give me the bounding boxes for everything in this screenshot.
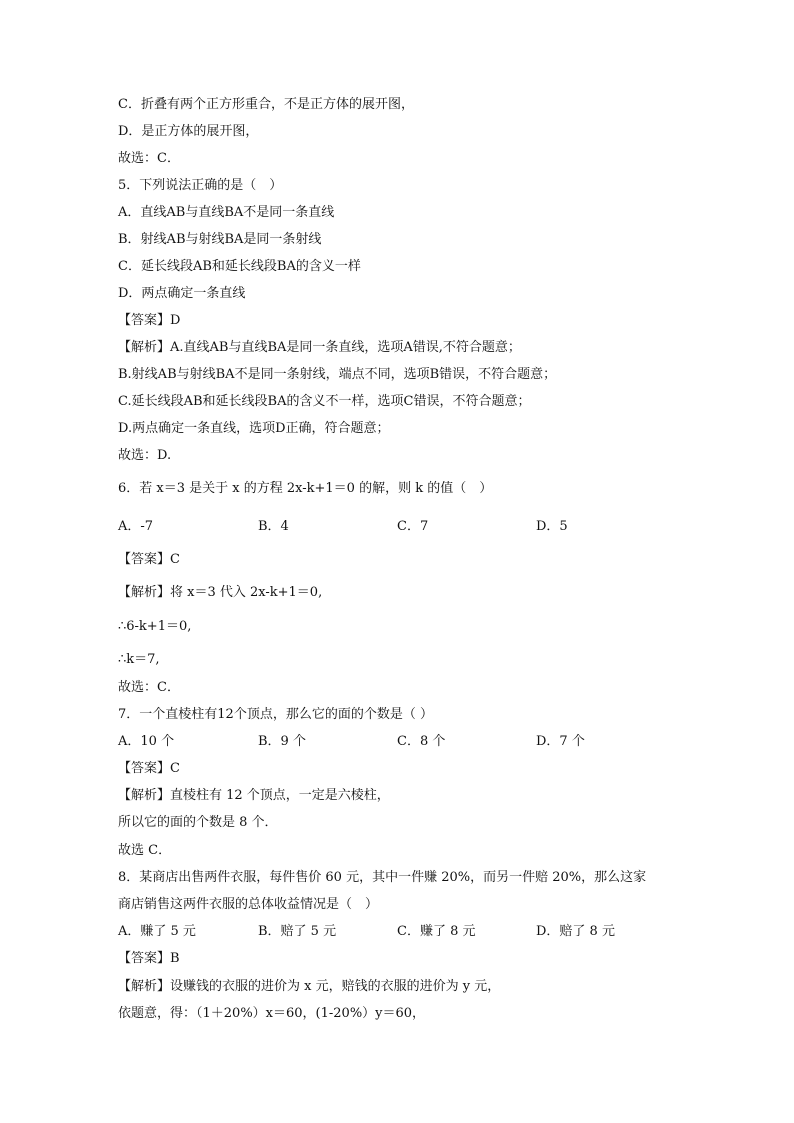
analysis-5-line: C.延长线段AB和延长线段BA的含义不一样，选项C错误，不符合题意； [118,394,531,409]
text-line: 故选 C． [118,843,172,858]
question-5-stem: 5．下列说法正确的是（ ） [118,178,283,193]
question-5-option-a: A．直线AB与直线BA不是同一条直线 [118,205,335,220]
analysis-5-line: D.两点确定一条直线，选项D正确，符合题意； [118,421,390,436]
question-7-option-b: B．9 个 [258,734,306,749]
analysis-6: 【解析】将 x＝3 代入 2x-k+1＝0, [118,585,323,600]
analysis-8: 【解析】设赚钱的衣服的进价为 x 元，赔钱的衣服的进价为 y 元， [118,979,501,994]
question-8-option-a: A．赚了 5 元 [118,924,196,939]
text-line: 故选：C． [118,151,180,166]
analysis-8-line: 依题意，得：（1＋20%）x＝60，(1-20%）y＝60， [118,1006,426,1021]
analysis-5-line: B.射线AB与射线BA不是同一条射线，端点不同，选项B错误，不符合题意； [118,367,557,382]
question-6-option-d: D．5 [536,519,568,534]
analysis-5: 【解析】A.直线AB与直线BA是同一条直线，选项A错误,不符合题意； [118,340,521,355]
question-8-stem-cont: 商店销售这两件衣服的总体收益情况是（ ） [118,897,379,912]
question-8-option-d: D．赔了 8 元 [536,924,615,939]
analysis-6-line: ∴6-k+1＝0, [118,619,192,634]
question-6-option-a: A．-7 [118,519,154,534]
question-8-option-b: B．赔了 5 元 [258,924,337,939]
text-line: C．折叠有两个正方形重合，不是正方体的展开图， [118,97,414,112]
question-7-option-c: C．8 个 [397,734,446,749]
question-6-option-b: B．4 [258,519,289,534]
question-5-option-d: D．两点确定一条直线 [118,286,246,301]
question-7-stem: 7．一个直棱柱有12个顶点，那么它的面的个数是（ ） [118,707,433,722]
answer-6: 【答案】C [118,552,180,567]
question-6-option-c: C．7 [397,519,429,534]
question-6-stem: 6．若 x＝3 是关于 x 的方程 2x-k+1＝0 的解，则 k 的值（ ） [118,481,493,496]
question-7-option-d: D．7 个 [536,734,585,749]
question-7-option-a: A．10 个 [118,734,175,749]
question-8-option-c: C．赚了 8 元 [397,924,476,939]
text-line: 故选：D. [118,448,172,463]
question-8-stem: 8．某商店出售两件衣服，每件售价 60 元，其中一件赚 20%，而另一件赔 20%，那么这家 [118,870,647,885]
analysis-6-line: ∴k＝7, [118,652,160,667]
text-line: 故选：C． [118,680,180,695]
analysis-7: 【解析】直棱柱有 12 个顶点，一定是六棱柱， [118,788,390,803]
text-line: D．是正方体的展开图， [118,124,259,139]
question-5-option-c: C．延长线段AB和延长线段BA的含义一样 [118,259,361,274]
analysis-7-line: 所以它的面的个数是 8 个． [118,815,278,830]
question-5-option-b: B．射线AB与射线BA是同一条射线 [118,232,322,247]
answer-7: 【答案】C [118,761,180,776]
answer-8: 【答案】B [118,951,180,966]
answer-5: 【答案】D [118,313,181,328]
